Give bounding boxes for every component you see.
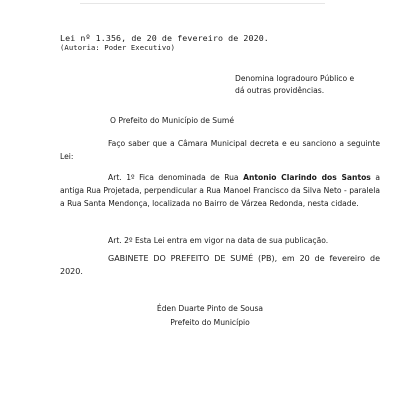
top-divider (80, 3, 325, 4)
article-1-rest: a antiga Rua Projetada, perpendicular a Rua Manoel Francisco da Silva Neto - paralela a Rua Santa Mendonça, localizada no Bairro de Várzea Redonda, nesta cidade. (60, 173, 380, 208)
signature-name: Éden Duarte Pinto de Sousa (156, 304, 264, 313)
law-author-line: (Autoria: Poder Executivo) (60, 43, 176, 52)
ementa-line-1: Denomina logradouro Público e (235, 74, 355, 83)
street-name: Antonio Clarindo dos Santos (243, 173, 371, 182)
law-number-line: Lei nº 1.356, de 20 de fevereiro de 2020. (60, 33, 269, 43)
closing-paragraph (60, 252, 380, 278)
ementa-line-2: dá outras providências. (235, 86, 325, 95)
signature-title: Prefeito do Município (170, 318, 250, 327)
preamble-mayor: O Prefeito do Município de Sumé (110, 116, 235, 125)
article-2: Art. 2º Esta Lei entra em vigor na data de sua publicação. (108, 236, 329, 245)
article-1-prefix: Art. 1º Fica denominada de Rua (108, 173, 244, 182)
preamble-enact-text: Faço saber que a Câmara Municipal decreta e eu sanciono a seguinte Lei: (60, 139, 380, 161)
gabinete-line: GABINETE DO PREFEITO DE SUMÉ (PB), em 20 de fevereiro de 2020. (60, 254, 380, 276)
preamble-enact-paragraph (60, 137, 380, 163)
article-1-paragraph (60, 171, 380, 210)
